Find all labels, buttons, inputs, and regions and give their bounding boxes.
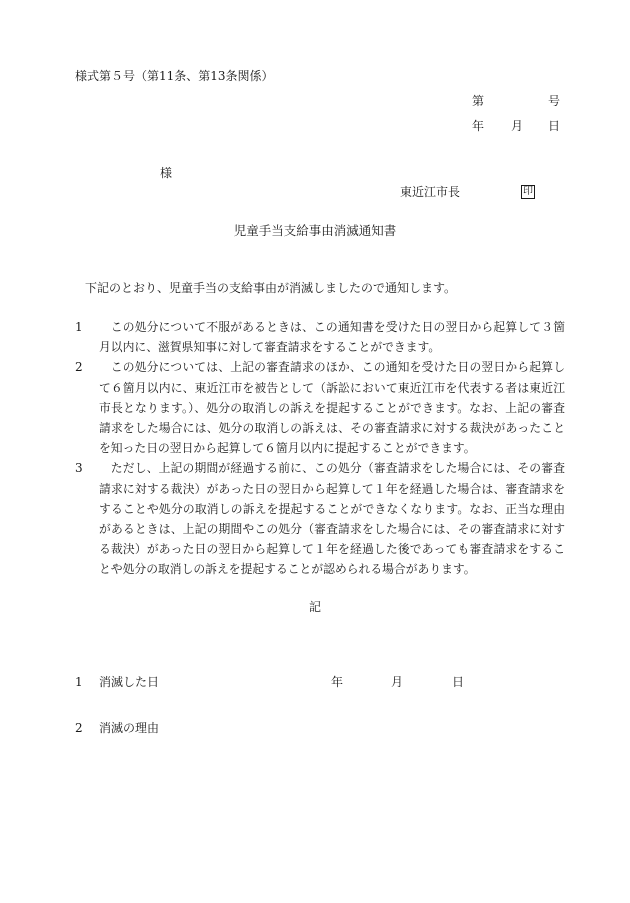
notice-item-3 bbox=[75, 458, 565, 579]
ki-heading: 記 bbox=[308, 600, 321, 614]
lead-paragraph: 下記のとおり、児童手当の支給事由が消滅しましたので通知します。 bbox=[85, 281, 457, 295]
addressee-honorific: 様 bbox=[160, 166, 173, 180]
notice-number: 3 bbox=[75, 461, 83, 476]
issue-date-month: 月 bbox=[511, 119, 524, 133]
issue-date-year: 年 bbox=[472, 119, 485, 133]
form-identifier: 様式第５号（第11条、第13条関係） bbox=[75, 69, 274, 83]
notice-text: この処分については、上記の審査請求のほか、この通知を受けた日の翌日から起算して６箇月以内に、東近江市を被告として（訴訟において東近江市を代表する者は東近江市長となります。）、処分の取消しの訴えを提起することができます。なお、上記の審査請求をした場合には、処分の取消しの訴えは、その審査請求に対する裁決があったことを知った日の翌日から起算して６箇月以内に提起することができます。 bbox=[99, 360, 565, 456]
issuer-name: 東近江市長 bbox=[400, 185, 461, 199]
notice-number: 1 bbox=[75, 320, 83, 334]
item-1-label: 消滅した日 bbox=[99, 675, 160, 689]
notice-text: この処分について不服があるときは、この通知書を受けた日の翌日から起算して３箇月以内に、滋賀県知事に対して審査請求をすることができます。 bbox=[99, 320, 565, 355]
issue-date-day: 日 bbox=[548, 119, 561, 133]
notice-item-2 bbox=[75, 357, 565, 458]
document-number-suffix: 号 bbox=[548, 94, 561, 108]
seal-mark: 印 bbox=[523, 186, 533, 197]
item-1-month: 月 bbox=[391, 675, 404, 689]
notice-list bbox=[75, 317, 565, 580]
notice-number: 2 bbox=[75, 360, 83, 375]
document-number-label: 第 bbox=[472, 94, 485, 108]
item-2-number: 2 bbox=[75, 721, 83, 735]
item-1-year: 年 bbox=[331, 675, 344, 689]
item-2-label: 消滅の理由 bbox=[99, 721, 160, 735]
item-1-number: 1 bbox=[75, 675, 83, 689]
document-title: 児童手当支給事由消滅通知書 bbox=[233, 223, 397, 238]
notice-item-1 bbox=[75, 317, 565, 357]
item-1-day: 日 bbox=[452, 675, 465, 689]
notice-text: ただし、上記の期間が経過する前に、この処分（審査請求をした場合には、その審査請求に対する裁決）があった日の翌日から起算して１年を経過した場合は、審査請求をすることや処分の取消しの訴えを提起することができなくなります。なお、正当な理由があるときは、上記の期間やこの処分（審査請求をした場合には、その審査請求に対する裁決）があった日の翌日から起算して１年を経過した後であっても審査請求をすることや処分の取消しの訴えを提起することが認められる場合があります。 bbox=[99, 461, 565, 577]
